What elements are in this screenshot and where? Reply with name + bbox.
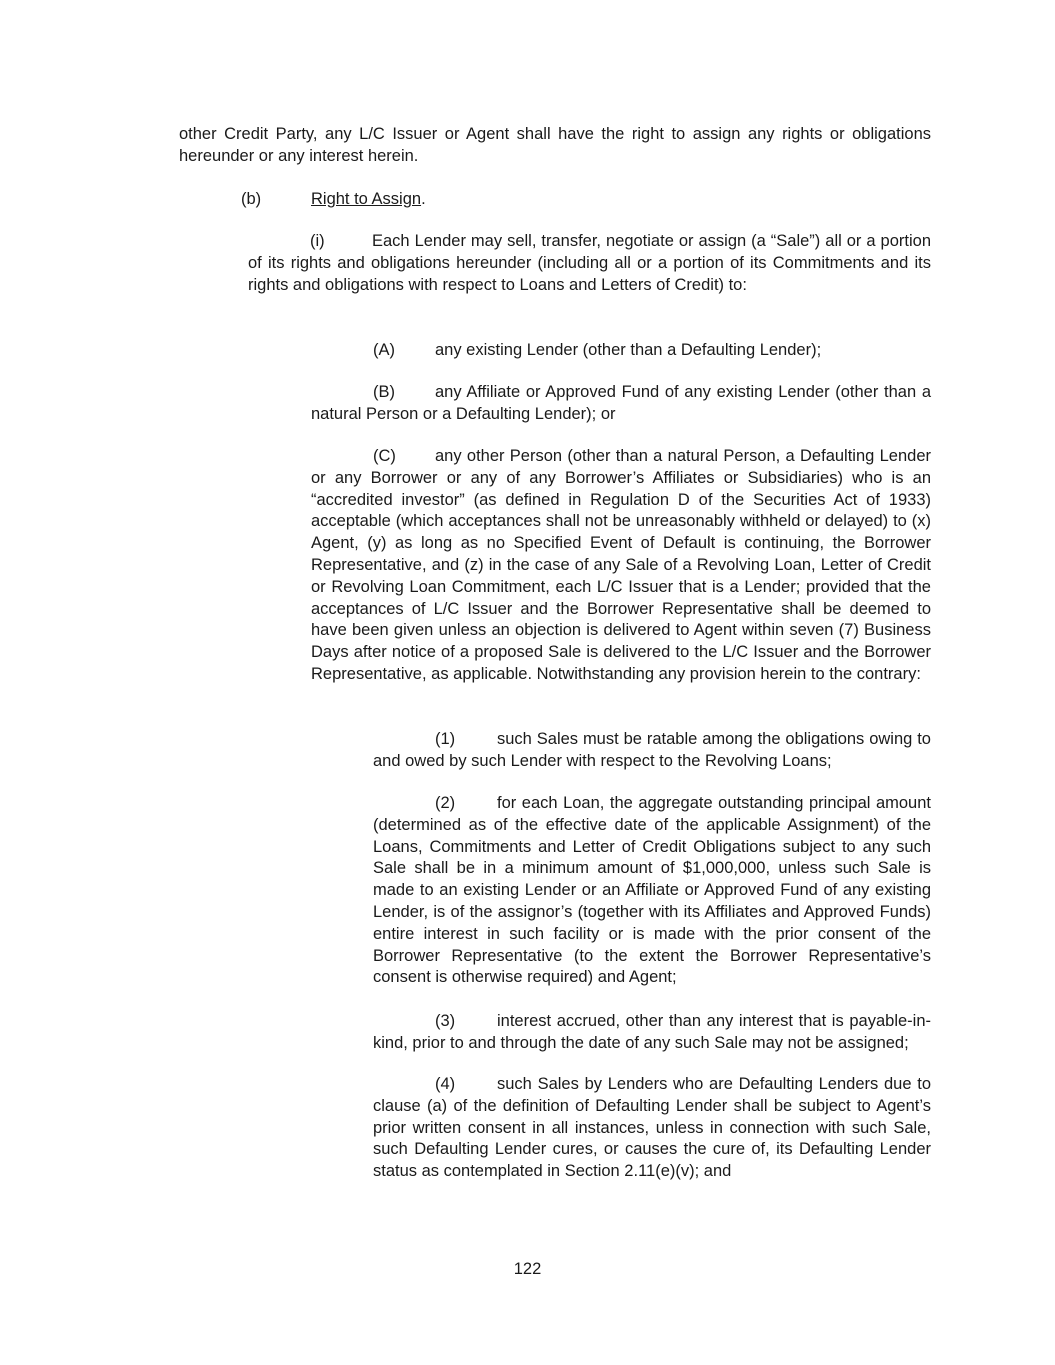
clause-3-label: (3) xyxy=(435,1012,456,1030)
clause-A xyxy=(311,340,931,362)
clause-i-label: (i) xyxy=(310,232,325,250)
clause-2 xyxy=(373,793,931,989)
clause-4-label: (4) xyxy=(435,1075,456,1093)
clause-i xyxy=(248,231,931,296)
continuation-paragraph xyxy=(179,124,931,168)
page-number: 122 xyxy=(513,1260,542,1278)
section-b-title: Right to Assign xyxy=(311,190,422,208)
clause-C xyxy=(311,446,931,686)
clause-1-text: such Sales must be ratable among the obligations owing to and owed by such Lender with respect to the Revolving Loans; xyxy=(373,730,931,770)
clause-B xyxy=(311,382,931,426)
clause-i-text: Each Lender may sell, transfer, negotiate or assign (a “Sale”) all or a portion of its rights and obligations hereunder (including all or a portion of its Commitments and its rights and obligations with respect to Loans and Letters of Credit) to: xyxy=(248,232,931,294)
clause-2-text: for each Loan, the aggregate outstanding principal amount (determined as of the effective date of the applicable Assignment) of the Loans, Commitments and Letter of Credit Obligations subject to any such Sale shall be in a minimum amount of $1,000,000, unless such Sale is made to an existing Lender or an Affiliate or Approved Fund of any existing Lender, is of the assignor’s (together with its Affiliates and Approved Funds) entire interest in such facility or is made with the prior consent of the Borrower Representative (to the extent the Borrower Representative’s consent is otherwise required) and Agent; xyxy=(373,794,931,987)
clause-C-label: (C) xyxy=(373,447,396,465)
clause-3 xyxy=(373,1011,931,1055)
clause-2-label: (2) xyxy=(435,794,456,812)
clause-B-label: (B) xyxy=(373,383,395,401)
clause-A-label: (A) xyxy=(373,341,395,359)
clause-1-label: (1) xyxy=(435,730,456,748)
section-b-label: (b) xyxy=(241,190,262,208)
clause-1 xyxy=(373,729,931,773)
clause-4-text: such Sales by Lenders who are Defaulting Lenders due to clause (a) of the definition of Defaulting Lender shall be subject to Agent’s prior written consent in all instances, unless in connection with such Sale, such Defaulting Lender cures, or causes the cure of, its Defaulting Lender status as contemplated in Section 2.11(e)(v); and xyxy=(373,1075,931,1181)
clause-B-text: any Affiliate or Approved Fund of any existing Lender (other than a natural Person or a Defaulting Lender); or xyxy=(311,383,931,423)
section-b-title-end: . xyxy=(421,190,426,208)
continuation-text: other Credit Party, any L/C Issuer or Agent shall have the right to assign any rights or obligations hereunder or any interest herein. xyxy=(179,125,931,165)
clause-4 xyxy=(373,1074,931,1183)
clause-C-text: any other Person (other than a natural Person, a Defaulting Lender or any Borrower or any of any Borrower’s Affiliates or Subsidiaries) who is an “accredited investor” (as defined in Regulation D of the Securities Act of 1933) acceptable (which acceptances shall not be unreasonably withheld or delayed) to (x) Agent, (y) as long as no Specified Event of Default is continuing, the Borrower Representative, and (z) in the case of any Sale of a Revolving Loan, Letter of Credit or Revolving Loan Commitment, each L/C Issuer that is a Lender; provided that the acceptances of L/C Issuer and the Borrower Representative shall be deemed to have been given unless an objection is delivered to Agent within seven (7) Business Days after notice of a proposed Sale is delivered to the L/C Issuer and the Borrower Representative, as applicable. Notwithstanding any provision herein to the contrary: xyxy=(311,447,931,683)
clause-A-text: any existing Lender (other than a Defaulting Lender); xyxy=(435,341,822,359)
section-b-heading xyxy=(241,189,426,211)
clause-3-text: interest accrued, other than any interest that is payable-in-kind, prior to and through the date of any such Sale may not be assigned; xyxy=(373,1012,931,1052)
